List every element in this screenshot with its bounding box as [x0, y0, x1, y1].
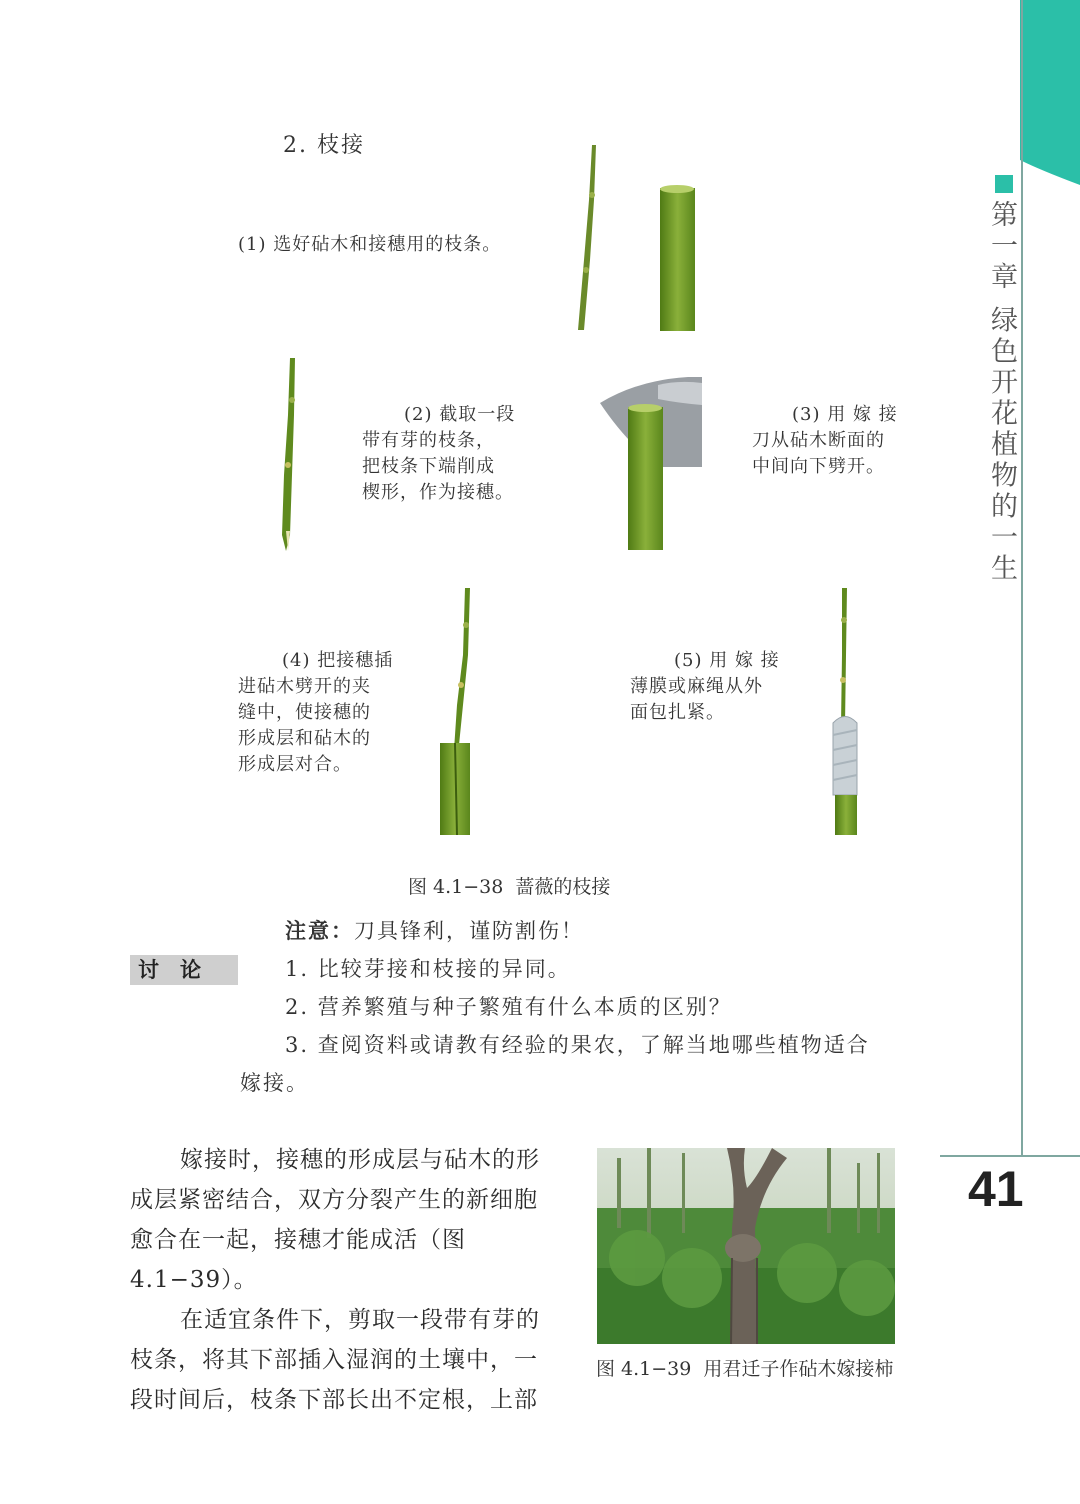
- notice: [285, 912, 584, 950]
- step-3-text: (3) 用 嫁 接 刀从砧木断面的 中间向下劈开。: [752, 404, 898, 477]
- step-1-text: (1) 选好砧木和接穗用的枝条。: [238, 234, 502, 255]
- discussion-label: 讨 论: [138, 958, 201, 982]
- notice-text: 刀具锋利，谨防割伤！: [354, 919, 584, 943]
- page-number: 41: [968, 1161, 1024, 1217]
- discussion-q3: 3. 查阅资料或请教有经验的果农，了解当地哪些植物适合: [285, 1033, 870, 1057]
- body-line: 愈合在一起，接穗才能成活（图 4.1−39）。: [130, 1227, 466, 1293]
- body-line: 嫁接时，接穗的形成层与砧木的形: [180, 1147, 540, 1173]
- body-line: 枝条，将其下部插入湿润的土壤中，一: [130, 1347, 538, 1373]
- persimmon-graft-tree-photo: [597, 1148, 895, 1344]
- photo-caption: 图 4.1−39 用君迁子作砧木嫁接柿: [596, 1358, 894, 1380]
- discussion-q3-continued: 嫁接。: [240, 1071, 309, 1095]
- step-2-text: (2) 截取一段 带有芽的枝条， 把枝条下端削成 楔形，作为接穗。: [362, 404, 516, 503]
- page-number-rule: [940, 1155, 1080, 1157]
- wrapped-graft-photo: [825, 585, 865, 837]
- discussion-q2: 2. 营养繁殖与种子繁殖有什么本质的区别？: [285, 995, 732, 1019]
- notice-label: 注意：: [285, 919, 354, 943]
- grafting-knife-photo: [598, 375, 704, 551]
- discussion-q1: 1. 比较芽接和枝接的异同。: [285, 957, 571, 981]
- body-paragraph: [130, 1140, 570, 1420]
- chapter-tab-decoration: [1020, 0, 1080, 190]
- step-5-text: (5) 用 嫁 接 薄膜或麻绳从外 面包扎紧。: [630, 650, 780, 723]
- scion-and-rootstock-photo: [570, 140, 705, 335]
- figure-caption: 图 4.1−38 蔷薇的枝接: [408, 876, 611, 898]
- chapter-title: 第一章 绿色开花植物的一生: [986, 200, 1017, 585]
- chapter-marker-square: [995, 175, 1013, 193]
- body-line: 在适宜条件下，剪取一段带有芽的: [180, 1307, 540, 1333]
- wedged-scion-photo: [270, 355, 310, 555]
- section-heading: 2. 枝接: [283, 133, 365, 158]
- body-line: 成层紧密结合，双方分裂产生的新细胞: [130, 1187, 538, 1213]
- side-divider-line: [1021, 0, 1023, 1155]
- inserted-scion-photo: [435, 585, 485, 837]
- step-4-text: (4) 把接穗插 进砧木劈开的夹 缝中，使接穗的 形成层和砧木的 形成层对合。: [238, 650, 394, 775]
- body-line: 段时间后，枝条下部长出不定根，上部: [130, 1387, 538, 1413]
